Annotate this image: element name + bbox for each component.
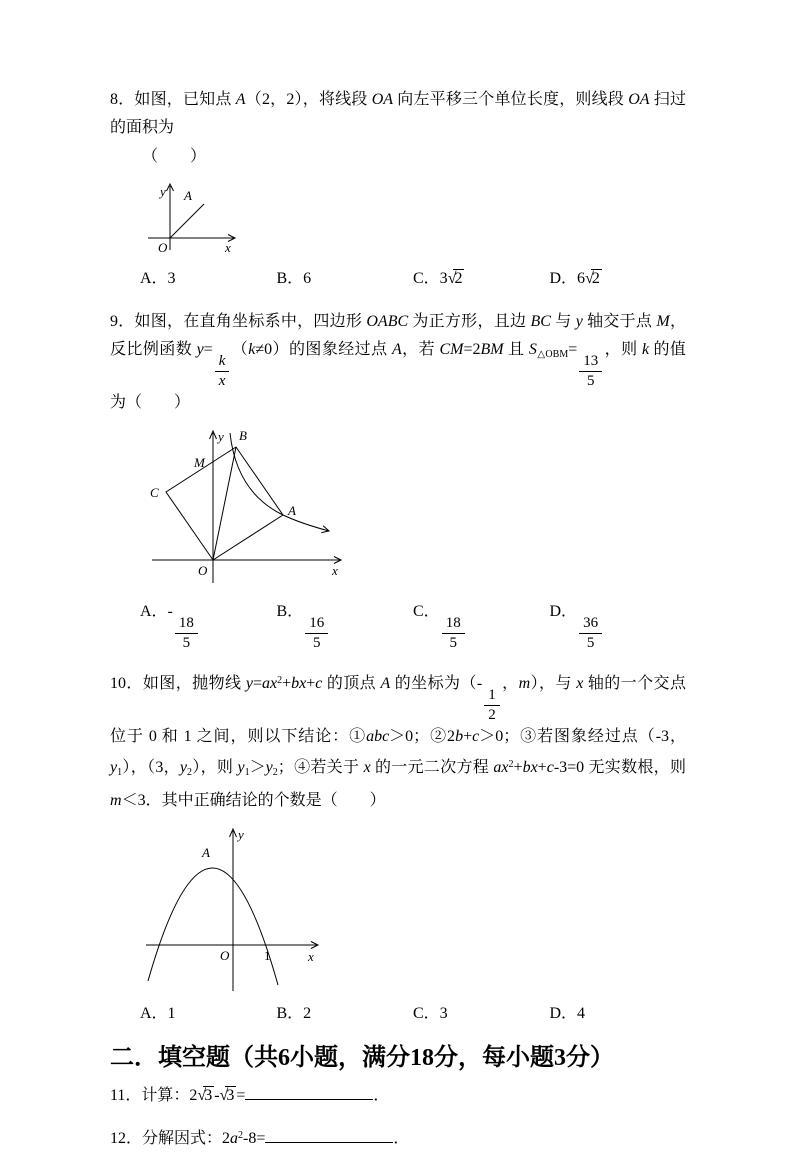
answer-blank — [245, 1085, 373, 1100]
label-point-b: B — [239, 428, 247, 443]
text-run: A．1 — [140, 1005, 176, 1022]
text-run: M — [656, 313, 670, 330]
question-8-option-b — [277, 266, 414, 292]
question-9-stem — [110, 308, 686, 417]
text-run: A．3 — [140, 270, 176, 287]
text-run: B．6 — [276, 270, 312, 287]
text-run: =2 — [463, 341, 481, 358]
hyperbola-curve — [230, 433, 329, 531]
label-point-a: A — [288, 503, 296, 518]
text-run: B．2 — [276, 1005, 312, 1022]
question-10-option-c — [413, 1001, 550, 1027]
question-10-option-b — [277, 1001, 414, 1027]
text-run: y — [179, 759, 188, 776]
text-run: OA — [371, 91, 394, 108]
question-9-option-c — [413, 599, 550, 651]
question-9-option-d — [550, 599, 687, 651]
fraction: $\frac{13}{5}$ — [579, 353, 602, 389]
text-run: C．3 — [413, 1005, 448, 1022]
label-point-m: M — [194, 455, 205, 470]
text-run: BC — [530, 313, 551, 330]
text-run: 向左平移三个单位长度，则线段 — [393, 91, 629, 108]
square-root: √3 — [197, 1087, 213, 1104]
text-run: ），（3， — [122, 759, 180, 776]
label-origin: O — [220, 948, 230, 963]
square-root: √2 — [447, 270, 463, 287]
question-8 — [110, 86, 686, 292]
answer-blank — [265, 1128, 393, 1143]
text-run: ． — [393, 1130, 410, 1147]
segment-oa — [170, 204, 204, 238]
text-run: 2 — [272, 767, 278, 778]
text-run: ax — [262, 675, 278, 692]
text-run: 2 — [508, 759, 514, 770]
text-run: CM — [439, 341, 464, 358]
label-point-c: C — [150, 485, 159, 500]
text-run: ，反比例函数 — [110, 313, 686, 358]
question-9-option-b — [277, 599, 414, 651]
text-run: y — [265, 759, 273, 776]
text-run: A．- — [140, 603, 173, 620]
label-x-axis: x — [225, 240, 231, 255]
text-run: x — [363, 759, 371, 776]
question-11-stem — [110, 1081, 686, 1111]
text-run: ＞ — [249, 759, 266, 776]
text-run: ＞0；②2 — [389, 728, 456, 745]
text-run: + — [463, 728, 473, 745]
text-run: y — [196, 341, 204, 358]
text-run: 8．如图，已知点 — [110, 91, 236, 108]
question-10-options — [140, 1001, 686, 1027]
text-run: y — [110, 759, 118, 776]
text-run: （2，2），将线段 — [245, 91, 372, 108]
text-run: k — [248, 341, 256, 358]
text-run: b — [455, 728, 464, 745]
fraction: $\frac{1}{2}$ — [484, 687, 500, 723]
question-10-option-d — [550, 1001, 687, 1027]
text-run: 轴的一个交点位于 0 和 1 之间，则以下结论：① — [110, 675, 686, 745]
question-10 — [110, 667, 686, 1027]
text-run: ax — [493, 759, 509, 776]
diagonal-ob — [213, 447, 236, 560]
text-run: a — [230, 1130, 239, 1147]
text-run: 的顶点 — [322, 675, 381, 692]
question-12-stem — [110, 1121, 686, 1154]
text-run: OA — [628, 91, 650, 108]
parabola-curve — [148, 868, 278, 985]
text-run: 11．计算：2 — [110, 1087, 198, 1104]
text-run: = — [203, 341, 213, 358]
text-run: 的坐标为（- — [390, 675, 483, 692]
question-8-option-d — [550, 266, 687, 292]
text-run: C． — [413, 603, 440, 620]
text-run: ＜3．其中正确结论的个数是（ ） — [121, 792, 386, 809]
text-run: 的值为（ ） — [110, 341, 686, 411]
text-run: m — [110, 792, 122, 809]
question-9-options — [140, 599, 686, 651]
text-run: = — [252, 675, 262, 692]
question-8-option-c — [413, 266, 550, 292]
text-run: 10．如图，抛物线 — [110, 675, 246, 692]
text-run: ；④若关于 — [277, 759, 364, 776]
text-run: 12．分解因式：2 — [110, 1130, 231, 1147]
label-x-axis: x — [332, 563, 338, 578]
question-8-stem — [110, 86, 686, 142]
question-9-option-a — [140, 599, 277, 651]
question-10-option-a — [140, 1001, 277, 1027]
text-run: D．4 — [549, 1005, 586, 1022]
text-run: 与 — [550, 313, 576, 330]
text-run: 9．如图，在直角坐标系中，四边形 — [110, 313, 367, 330]
text-run: + — [282, 675, 292, 692]
text-run: A — [235, 91, 246, 108]
label-origin: O — [158, 240, 168, 255]
square-root: √2 — [585, 270, 600, 287]
label-y-axis: y — [238, 827, 244, 842]
text-run: A — [391, 341, 402, 358]
text-run: x — [576, 675, 584, 692]
text-run: 1 — [117, 767, 123, 778]
text-run: k — [641, 341, 650, 358]
text-run: △OBM — [536, 349, 569, 360]
text-run: bx — [522, 759, 538, 776]
text-run: c — [315, 675, 323, 692]
q8-coordinate-figure — [138, 178, 243, 260]
fraction: $\frac{18}{5}$ — [442, 615, 465, 651]
text-run: OABC — [366, 313, 409, 330]
question-10-stem — [110, 667, 686, 815]
question-8-option-a — [140, 266, 277, 292]
text-run: = — [236, 1087, 246, 1104]
text-run: bx — [291, 675, 307, 692]
label-x-axis: x — [308, 949, 314, 964]
text-run: ），与 — [530, 675, 577, 692]
text-run: 1 — [244, 767, 250, 778]
text-run: c — [472, 728, 480, 745]
section-2-title: 二．填空题（共6小题，满分18分，每小题3分） — [110, 1045, 614, 1071]
text-run: c — [546, 759, 554, 776]
text-run: D． — [549, 603, 578, 620]
text-run: D．6 — [549, 270, 586, 287]
text-run: A — [380, 675, 391, 692]
fraction: $\frac{16}{5}$ — [305, 615, 328, 651]
text-run: ≠0）的图象经过点 — [255, 341, 392, 358]
text-run: - — [214, 1087, 220, 1104]
text-run: m — [518, 675, 531, 692]
text-run: y — [245, 675, 253, 692]
question-10-figure — [138, 823, 686, 995]
square-root: √3 — [219, 1087, 235, 1104]
text-run: BM — [480, 341, 504, 358]
text-run: ． — [373, 1087, 390, 1104]
question-8-figure — [138, 178, 686, 260]
text-run: ，若 — [401, 341, 440, 358]
text-run: ＞0；③若图象经过点（-3， — [479, 728, 686, 745]
q9-coordinate-figure — [138, 425, 353, 593]
question-9-figure — [138, 425, 686, 593]
label-origin: O — [198, 563, 208, 578]
label-y-axis: y — [218, 429, 224, 444]
text-run: abc — [366, 728, 390, 745]
text-run: S — [528, 341, 537, 358]
q10-coordinate-figure — [138, 823, 333, 995]
text-run: 且 — [503, 341, 529, 358]
question-8-answer-paren: （ ） — [142, 148, 207, 165]
text-run: 2 — [187, 767, 193, 778]
text-run: 为正方形，且边 — [408, 313, 531, 330]
text-run: （ — [231, 341, 249, 358]
question-9 — [110, 308, 686, 651]
text-run: 2 — [238, 1130, 244, 1141]
text-run: -3=0 无实数根，则 — [553, 759, 686, 776]
text-run: = — [568, 341, 578, 358]
text-run: 扫过的面积为 — [110, 91, 686, 136]
text-run: y — [575, 313, 583, 330]
text-run: + — [306, 675, 316, 692]
text-run: C．3 — [413, 270, 448, 287]
text-run: ），则 — [192, 759, 238, 776]
fraction: $\frac{36}{5}$ — [579, 615, 602, 651]
text-run: ，则 — [604, 341, 642, 358]
question-8-options — [140, 266, 686, 292]
text-run: + — [513, 759, 523, 776]
text-run: y — [237, 759, 245, 776]
label-y-axis: y — [160, 184, 166, 199]
text-run: 的一元二次方程 — [370, 759, 494, 776]
text-run: + — [537, 759, 547, 776]
label-tick-1: 1 — [264, 948, 271, 963]
fraction: $\frac{18}{5}$ — [175, 615, 198, 651]
label-vertex-a: A — [202, 845, 210, 860]
text-run: B． — [276, 603, 304, 620]
text-run: 轴交于点 — [582, 313, 657, 330]
text-run: -8= — [243, 1130, 266, 1147]
text-run: 2 — [277, 675, 283, 686]
fraction: $\frac{k}{x}$ — [215, 353, 230, 389]
label-point-a: A — [184, 188, 192, 203]
text-run: ， — [501, 675, 519, 692]
